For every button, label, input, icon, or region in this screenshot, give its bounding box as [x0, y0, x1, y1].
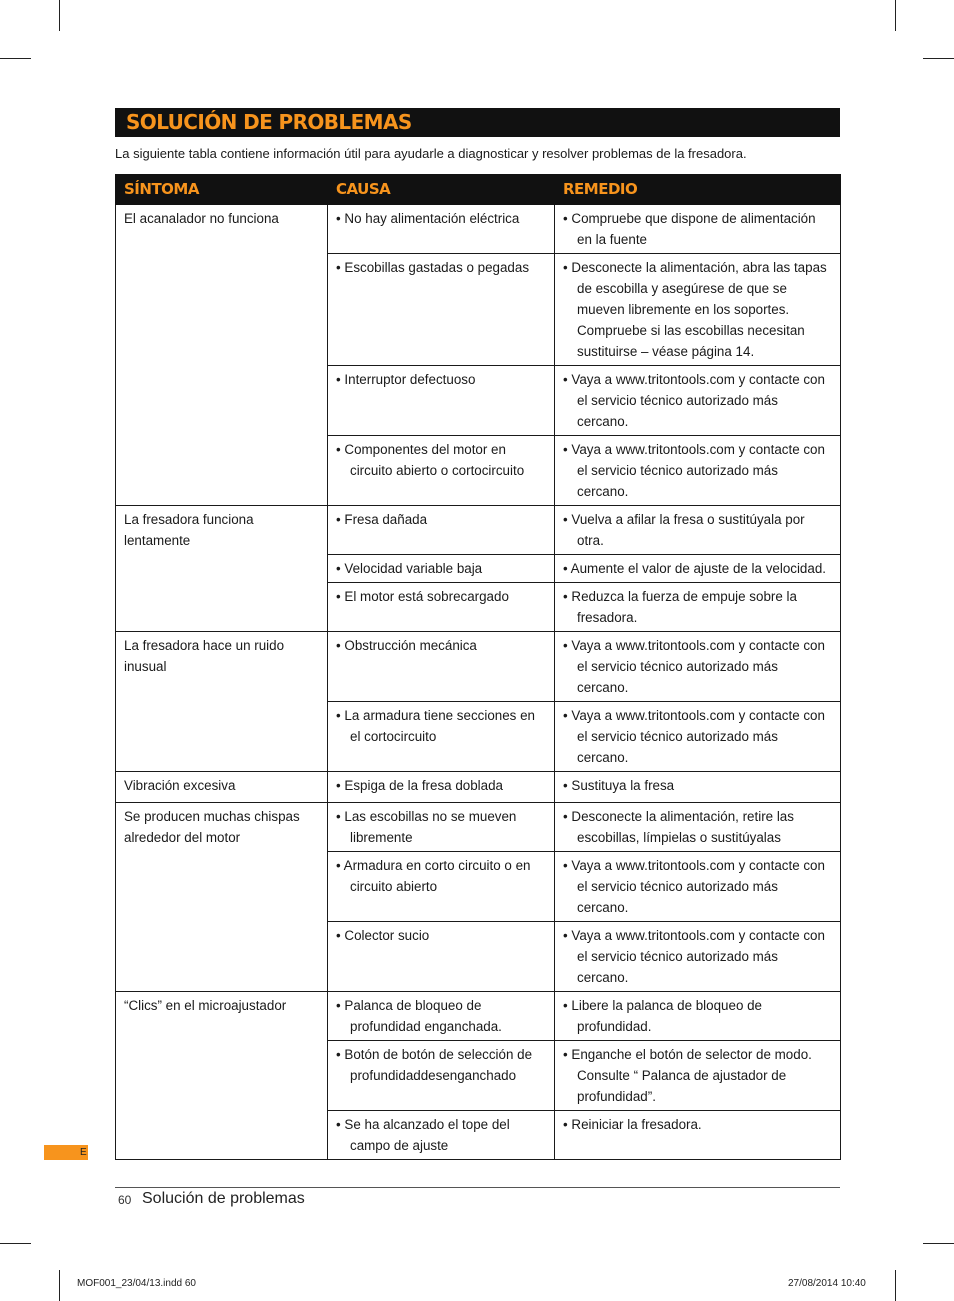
cause-text: • Se ha alcanzado el tope del campo de ajuste — [336, 1117, 510, 1153]
cause-text: • Escobillas gastadas o pegadas — [336, 260, 530, 275]
cause-cell — [328, 205, 555, 254]
remedy-cell — [555, 1111, 841, 1160]
cause-cell — [328, 555, 555, 583]
table-row — [116, 772, 841, 803]
remedy-text: • Libere la palanca de bloqueo de profundidad. — [563, 998, 763, 1034]
footer-divider — [115, 1187, 840, 1188]
remedy-text: • Desconecte la alimentación, abra las tapas de escobilla y asegúrese de que se mueven libremente en los soportes. Compruebe si las escobillas necesitan sustituirse – véase página 14. — [563, 260, 827, 359]
remedy-cell — [555, 555, 841, 583]
cause-cell — [328, 366, 555, 436]
table-row — [116, 992, 841, 1041]
cause-cell — [328, 506, 555, 555]
crop-mark — [0, 1243, 31, 1244]
remedy-cell — [555, 922, 841, 992]
table-row — [116, 803, 841, 852]
language-letter: E — [80, 1147, 87, 1158]
remedy-cell — [555, 366, 841, 436]
crop-mark — [895, 1270, 896, 1301]
table-row — [116, 205, 841, 254]
symptom-cell: La fresadora hace un ruido inusual — [116, 632, 328, 772]
remedy-cell — [555, 205, 841, 254]
remedy-cell — [555, 852, 841, 922]
remedy-text: • Vaya a www.tritontools.com y contacte con el servicio técnico autorizado más cercano. — [563, 638, 825, 695]
symptom-cell: “Clics” en el microajustador — [116, 992, 328, 1160]
remedy-cell — [555, 436, 841, 506]
cause-text: • Fresa dañada — [336, 512, 428, 527]
page-title: SOLUCIÓN DE PROBLEMAS — [126, 110, 412, 134]
cause-cell — [328, 1041, 555, 1111]
remedy-text: • Vaya a www.tritontools.com y contacte con el servicio técnico autorizado más cercano. — [563, 708, 825, 765]
header-cause: CAUSA — [328, 175, 555, 205]
symptom-cell: El acanalador no funciona — [116, 205, 328, 506]
symptom-cell: La fresadora funciona lentamente — [116, 506, 328, 632]
remedy-cell — [555, 506, 841, 555]
cause-cell — [328, 803, 555, 852]
cause-cell — [328, 1111, 555, 1160]
remedy-text: • Sustituya la fresa — [563, 778, 675, 793]
remedy-text: • Vaya a www.tritontools.com y contacte con el servicio técnico autorizado más cercano. — [563, 442, 825, 499]
cause-text: • No hay alimentación eléctrica — [336, 211, 520, 226]
cause-text: • Interruptor defectuoso — [336, 372, 476, 387]
remedy-text: • Vaya a www.tritontools.com y contacte con el servicio técnico autorizado más cercano. — [563, 372, 825, 429]
header-symptom: SÍNTOMA — [116, 175, 328, 205]
cause-cell — [328, 254, 555, 366]
cause-cell — [328, 772, 555, 803]
cause-cell — [328, 436, 555, 506]
remedy-cell — [555, 1041, 841, 1111]
cause-text: • Las escobillas no se mueven libremente — [336, 809, 517, 845]
crop-mark — [59, 0, 60, 31]
cause-cell — [328, 583, 555, 632]
table-row — [116, 632, 841, 702]
cause-cell — [328, 632, 555, 702]
file-info: MOF001_23/04/13.indd 60 — [77, 1278, 196, 1289]
cause-text: • Obstrucción mecánica — [336, 638, 477, 653]
cause-text: • Colector sucio — [336, 928, 430, 943]
remedy-text: • Vaya a www.tritontools.com y contacte con el servicio técnico autorizado más cercano. — [563, 928, 825, 985]
cause-text: • Velocidad variable baja — [336, 561, 483, 576]
crop-mark — [0, 58, 31, 59]
footer-section-title: Solución de problemas — [142, 1190, 305, 1207]
remedy-cell — [555, 254, 841, 366]
cause-cell — [328, 702, 555, 772]
table-header-row — [116, 175, 841, 205]
crop-mark — [59, 1270, 60, 1301]
remedy-text: • Vuelva a afilar la fresa o sustitúyala por otra. — [563, 512, 805, 548]
cause-cell — [328, 992, 555, 1041]
remedy-text: • Reduzca la fuerza de empuje sobre la fresadora. — [563, 589, 797, 625]
intro-text: La siguiente tabla contiene información útil para ayudarle a diagnosticar y resolver problemas de la fresadora. — [115, 146, 747, 161]
remedy-cell — [555, 702, 841, 772]
crop-mark — [923, 1243, 954, 1244]
print-timestamp: 27/08/2014 10:40 — [788, 1278, 866, 1289]
cause-cell — [328, 852, 555, 922]
remedy-cell — [555, 772, 841, 803]
section-banner — [115, 108, 840, 137]
remedy-text: • Reiniciar la fresadora. — [563, 1117, 702, 1132]
troubleshooting-table — [115, 174, 841, 1160]
cause-text: • Armadura en corto circuito o en circuito abierto — [336, 858, 531, 894]
remedy-cell — [555, 803, 841, 852]
language-tab — [44, 1145, 88, 1160]
symptom-cell: Se producen muchas chispas alrededor del motor — [116, 803, 328, 992]
cause-cell — [328, 922, 555, 992]
header-remedy: REMEDIO — [555, 175, 841, 205]
symptom-cell: Vibración excesiva — [116, 772, 328, 803]
cause-text: • Componentes del motor en circuito abierto o cortocircuito — [336, 442, 525, 478]
remedy-cell — [555, 992, 841, 1041]
cause-text: • Palanca de bloqueo de profundidad enganchada. — [336, 998, 502, 1034]
cause-text: • Botón de botón de selección de profundidaddesenganchado — [336, 1047, 533, 1083]
remedy-text: • Aumente el valor de ajuste de la velocidad. — [563, 561, 826, 576]
cause-text: • Espiga de la fresa doblada — [336, 778, 503, 793]
remedy-text: • Vaya a www.tritontools.com y contacte con el servicio técnico autorizado más cercano. — [563, 858, 825, 915]
crop-mark — [895, 0, 896, 31]
remedy-text: • Desconecte la alimentación, retire las escobillas, límpielas o sustitúyalas — [563, 809, 794, 845]
remedy-text: • Enganche el botón de selector de modo. Consulte “ Palanca de ajustador de profundidad”. — [563, 1047, 812, 1104]
crop-mark — [923, 58, 954, 59]
remedy-text: • Compruebe que dispone de alimentación en la fuente — [563, 211, 816, 247]
cause-text: • El motor está sobrecargado — [336, 589, 509, 604]
cause-text: • La armadura tiene secciones en el cortocircuito — [336, 708, 535, 744]
remedy-cell — [555, 583, 841, 632]
remedy-cell — [555, 632, 841, 702]
table-row — [116, 506, 841, 555]
page-number: 60 — [118, 1193, 132, 1207]
